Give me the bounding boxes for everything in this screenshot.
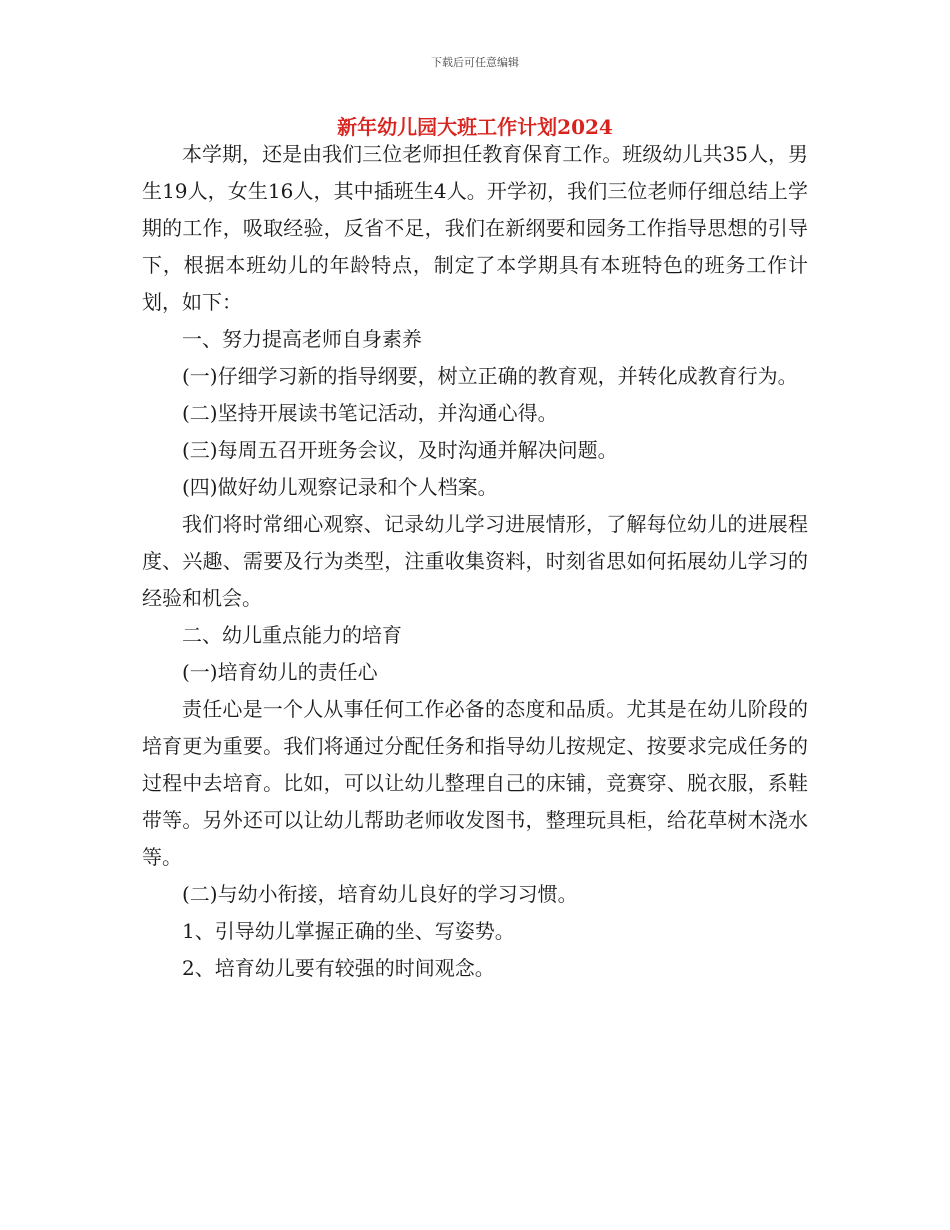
section-heading-2: 二、幼儿重点能力的培育 [182,623,402,647]
paragraph-responsibility: 责任心是一个人从事任何工作必备的态度和品质。尤其是在幼儿阶段的培育更为重要。我们将通过分配任务和指导幼儿按规定、按要求完成任务的过程中去培育。比如，可以让幼儿整理自己的床铺，竞赛穿、脱衣服，系鞋带等。另外还可以让幼儿帮助老师收发图书，整理玩具柜，给花草树木浇水等。 [142,697,808,869]
list-item: (三)每周五召开班务会议，及时沟通并解决问题。 [182,438,618,462]
paragraph-observation: 我们将时常细心观察、记录幼儿学习进展情形，了解每位幼儿的进展程度、兴趣、需要及行为类型，注重收集资料，时刻省思如何拓展幼儿学习的经验和机会。 [142,512,808,610]
document-body [142,136,808,987]
list-item: (二)坚持开展读书笔记活动，并沟通心得。 [182,401,558,425]
document-title: 新年幼儿园大班工作计划2024 [337,115,613,139]
list-item: (四)做好幼儿观察记录和个人档案。 [182,475,498,499]
subsection-heading: (一)培育幼儿的责任心 [182,660,378,684]
section-heading-1: 一、努力提高老师自身素养 [182,327,422,351]
list-item: (一)仔细学习新的指导纲要，树立正确的教育观，并转化成教育行为。 [182,364,798,388]
header-note: 下载后可任意编辑 [431,56,519,69]
paragraph-intro: 本学期，还是由我们三位老师担任教育保育工作。班级幼儿共35人，男生19人，女生16人，其中插班生4人。开学初，我们三位老师仔细总结上学期的工作，吸取经验，反省不足，我们在新纲要和园务工作指导思想的引导下，根据本班幼儿的年龄特点，制定了本学期具有本班特色的班务工作计划，如下： [142,142,808,314]
list-item: 2、培育幼儿要有较强的时间观念。 [182,956,495,980]
list-item: 1、引导幼儿掌握正确的坐、写姿势。 [182,919,515,943]
subsection-heading: (二)与幼小衔接，培育幼儿良好的学习习惯。 [182,882,578,906]
